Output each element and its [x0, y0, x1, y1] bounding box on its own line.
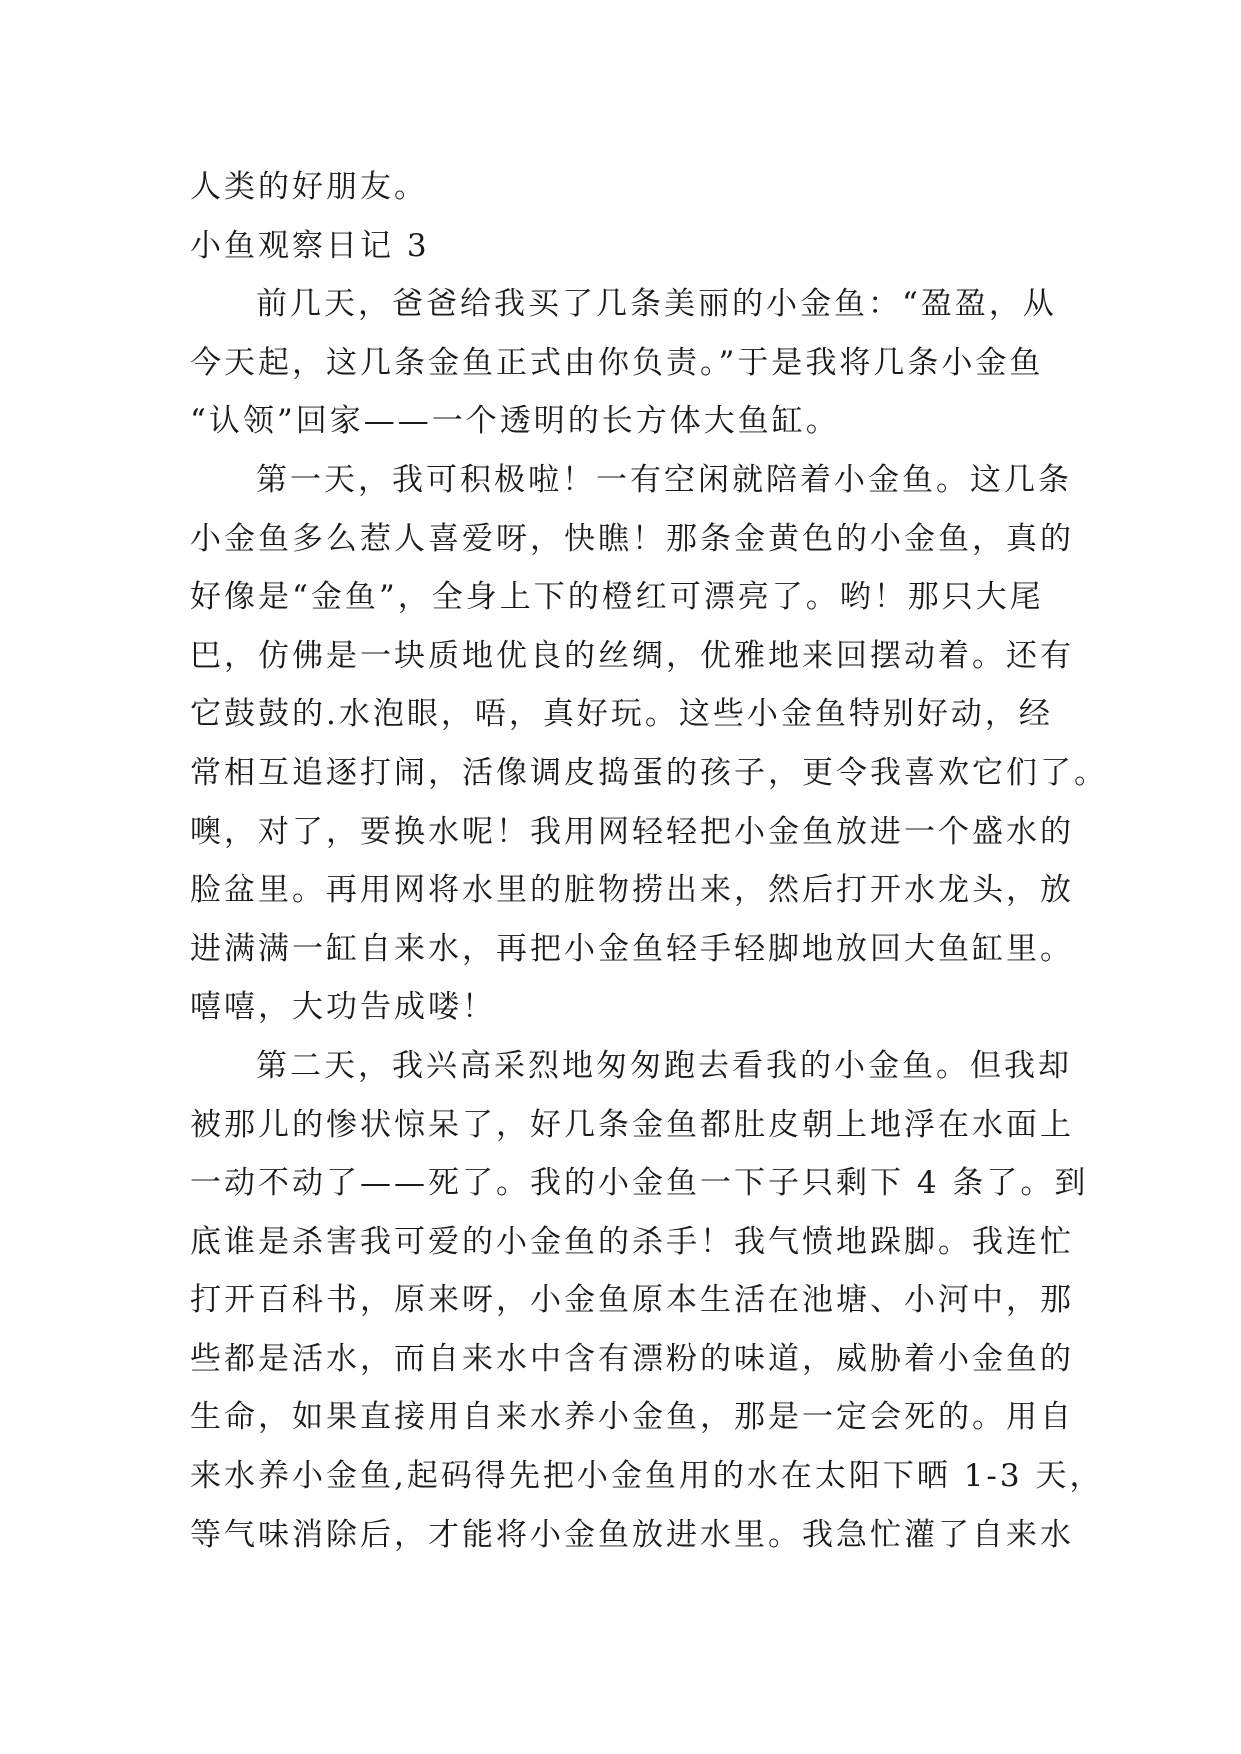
text-line: 第一天，我可积极啦！一有空闲就陪着小金鱼。这几条: [256, 461, 1072, 498]
text-line: 好像是“金鱼”，全身上下的橙红可漂亮了。哟！那只大尾: [190, 579, 1044, 616]
section-heading: 小鱼观察日记 3: [190, 227, 430, 264]
text-line: 脸盆里。再用网将水里的脏物捞出来，然后打开水龙头，放: [190, 872, 1074, 909]
text-line: 人类的好朋友。: [190, 169, 428, 205]
text-line: 常相互追逐打闹，活像调皮捣蛋的孩子，更令我喜欢它们了。: [190, 754, 1108, 791]
text-line: 巴，仿佛是一块质地优良的丝绸，优雅地来回摆动着。还有: [190, 637, 1074, 674]
text-line: 生命，如果直接用自来水养小金鱼，那是一定会死的。用自: [190, 1399, 1074, 1436]
text-line: 小金鱼多么惹人喜爱呀，快瞧！那条金黄色的小金鱼，真的: [190, 520, 1074, 557]
text-line: 它鼓鼓的.水泡眼，唔，真好玩。这些小金鱼特别好动，经: [190, 696, 1053, 733]
text-line: 底谁是杀害我可爱的小金鱼的杀手！我气愤地跺脚。我连忙: [190, 1223, 1074, 1260]
text-line: 噢，对了，要换水呢！我用网轻轻把小金鱼放进一个盛水的: [190, 813, 1074, 850]
text-line: 打开百科书，原来呀，小金鱼原本生活在池塘、小河中，那: [190, 1282, 1074, 1319]
text-line: 被那儿的惨状惊呆了，好几条金鱼都肚皮朝上地浮在水面上: [190, 1106, 1074, 1143]
text-line: 一动不动了——死了。我的小金鱼一下子只剩下 4 条了。到: [190, 1165, 1089, 1202]
text-line: 今天起，这几条金鱼正式由你负责。”于是我将几条小金鱼: [190, 344, 1044, 381]
text-line: 进满满一缸自来水，再把小金鱼轻手轻脚地放回大鱼缸里。: [190, 930, 1074, 967]
text-line: 第二天，我兴高采烈地匆匆跑去看我的小金鱼。但我却: [256, 1047, 1072, 1084]
text-line: 嘻嘻，大功告成喽！: [190, 989, 496, 1026]
text-line: 来水养小金鱼,起码得先把小金鱼用的水在太阳下晒 1-3 天，: [190, 1458, 1104, 1495]
document-body: [190, 158, 1108, 1564]
text-line: 前几天，爸爸给我买了几条美丽的小金鱼：“盈盈，从: [256, 286, 1057, 323]
text-line: “认领”回家——一个透明的长方体大鱼缸。: [190, 403, 840, 440]
text-line: 等气味消除后，才能将小金鱼放进水里。我急忙灌了自来水: [190, 1516, 1074, 1553]
text-line: 些都是活水，而自来水中含有漂粉的味道，威胁着小金鱼的: [190, 1340, 1074, 1377]
